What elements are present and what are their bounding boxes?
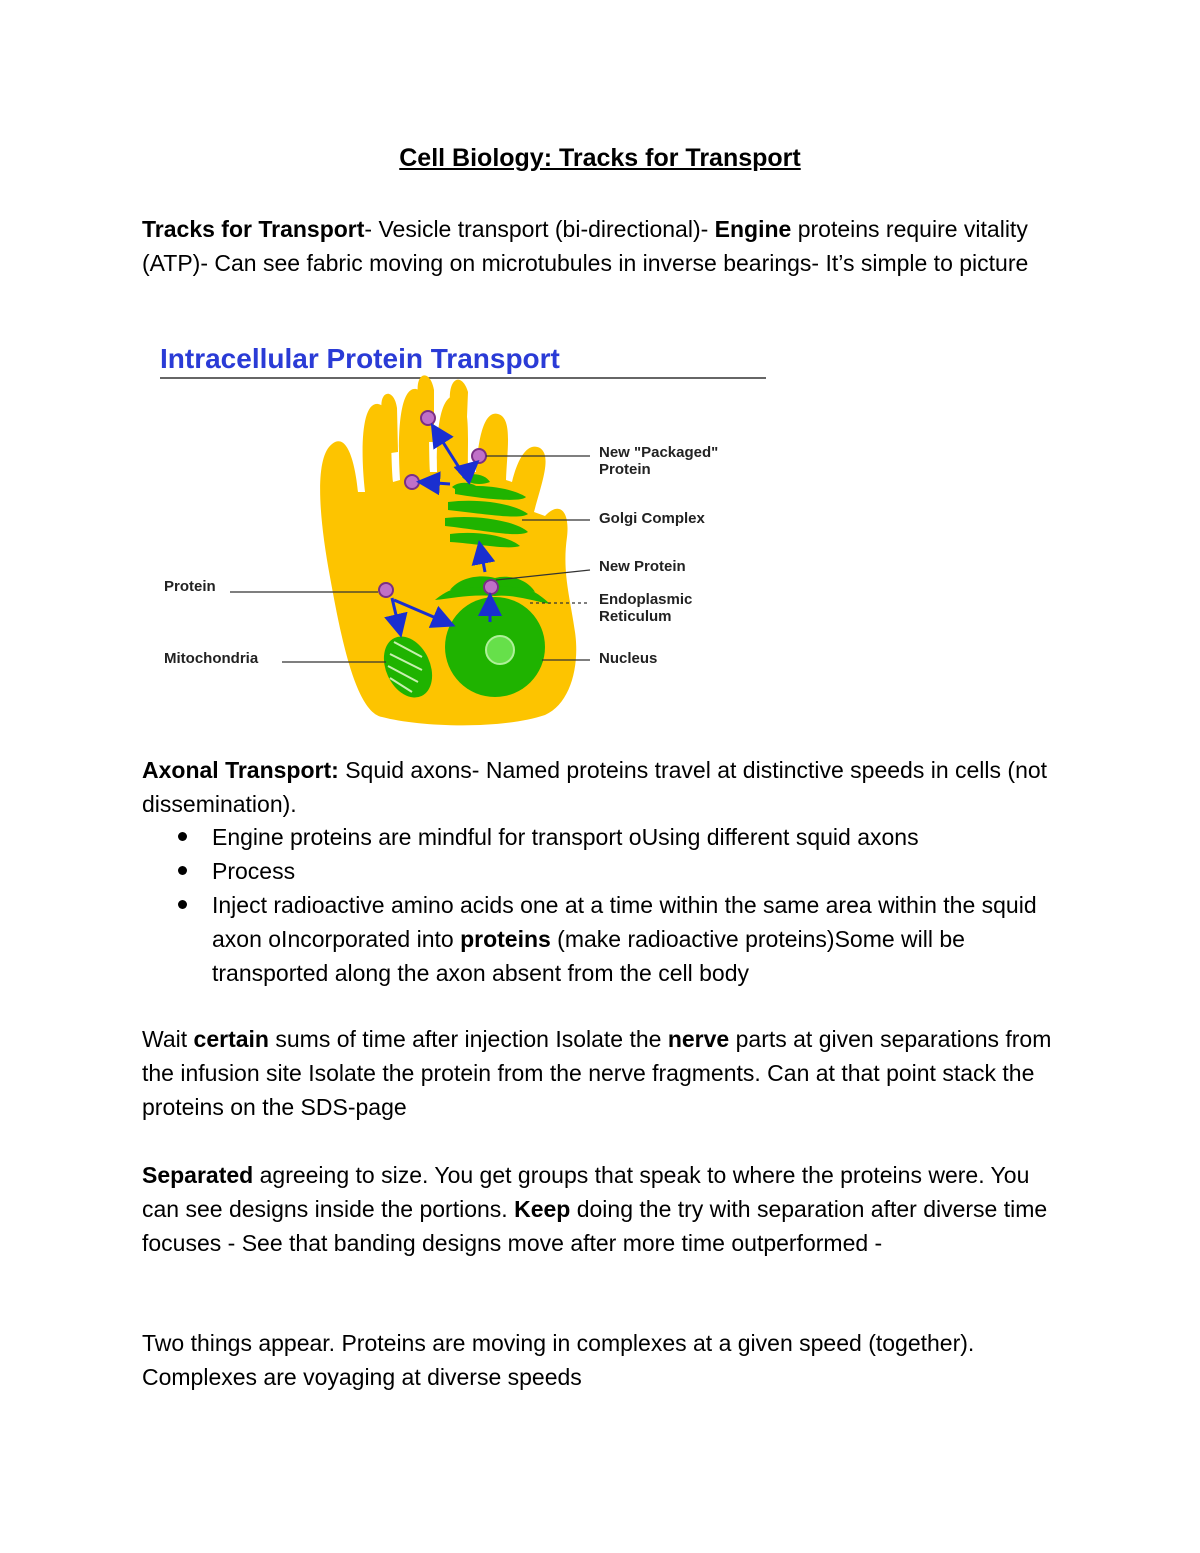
- bold-term: proteins: [460, 926, 551, 952]
- nucleolus: [486, 636, 514, 664]
- diagram-figure: [150, 332, 770, 732]
- label-packaged-line1: New "Packaged": [599, 444, 719, 461]
- bold-term: certain: [193, 1026, 269, 1052]
- bold-term: nerve: [667, 1026, 730, 1052]
- label-er-line1: Endoplasmic: [599, 591, 693, 608]
- bold-term: Keep: [514, 1196, 571, 1222]
- label-mitochondria: Mitochondria: [164, 650, 259, 667]
- paragraph-separated: [142, 1158, 1072, 1260]
- list-item-text: (make radioactive proteins)Some will be transported along the axon absent from the cell body: [212, 926, 965, 986]
- bullet-icon: [178, 866, 187, 875]
- paragraph-text: proteins require vitality (ATP)- Can see fabric moving on microtubules in inverse bearings- It’s simple to picture: [142, 216, 1029, 276]
- vesicle-new-protein: [484, 580, 498, 594]
- bold-term: Axonal Transport:: [142, 757, 339, 783]
- label-packaged-line2: Protein: [599, 461, 651, 478]
- list-item: [142, 888, 1072, 990]
- vesicle-top: [421, 411, 435, 425]
- label-golgi: Golgi Complex: [599, 510, 705, 527]
- label-er-line2: Reticulum: [599, 608, 672, 625]
- paragraph-text: - Vesicle transport (bi-directional)-: [364, 216, 715, 242]
- bullet-icon: [178, 900, 187, 909]
- diagram-title: Intracellular Protein Transport: [160, 343, 560, 374]
- paragraph-text: Squid axons- Named proteins travel at distinctive speeds in cells (not dissemination).: [142, 757, 1048, 817]
- bold-term: Separated: [142, 1162, 254, 1188]
- list-item: [142, 820, 1072, 854]
- paragraph-text: doing the try with separation after diverse time focuses - See that banding designs move after more time outperformed -: [142, 1196, 1048, 1256]
- bullet-list: [142, 820, 1072, 990]
- cell-body: [320, 375, 576, 725]
- vesicle-protein: [379, 583, 393, 597]
- paragraph-wait: [142, 1022, 1072, 1124]
- bold-term: Tracks for Transport: [142, 216, 365, 242]
- bullet-icon: [178, 832, 187, 841]
- label-nucleus: Nucleus: [599, 650, 658, 667]
- vesicle-packaged: [472, 449, 486, 463]
- paragraph-tracks-for-transport: [142, 212, 1072, 280]
- vesicle-left: [405, 475, 419, 489]
- list-item-text: Process: [212, 858, 296, 884]
- list-item-text: Engine proteins are mindful for transport oUsing different squid axons: [212, 824, 919, 850]
- intracellular-transport-diagram: [150, 332, 770, 732]
- bold-term: Engine: [714, 216, 792, 242]
- paragraph-axonal-transport: [142, 753, 1072, 821]
- list-item: [142, 854, 1072, 888]
- label-new-protein: New Protein: [599, 558, 686, 575]
- paragraph-text: agreeing to size. You get groups that speak to where the proteins were. You can see designs inside the portions.: [142, 1162, 1030, 1222]
- document-title: Cell Biology: Tracks for Transport: [399, 144, 801, 172]
- paragraph-two-things: [142, 1326, 1072, 1394]
- paragraph-text: Two things appear. Proteins are moving in complexes at a given speed (together). Complexes are voyaging at diverse speeds: [142, 1330, 975, 1390]
- label-protein: Protein: [164, 578, 216, 595]
- paragraph-text: parts at given separations from the infusion site Isolate the protein from the nerve fragments. Can at that point stack the proteins on the SDS-page: [142, 1026, 1052, 1120]
- paragraph-text: sums of time after injection Isolate the: [268, 1026, 668, 1052]
- paragraph-text: Wait: [142, 1026, 194, 1052]
- list-item-text: Inject radioactive amino acids one at a time within the same area within the squid axon oIncorporated into: [212, 892, 1037, 952]
